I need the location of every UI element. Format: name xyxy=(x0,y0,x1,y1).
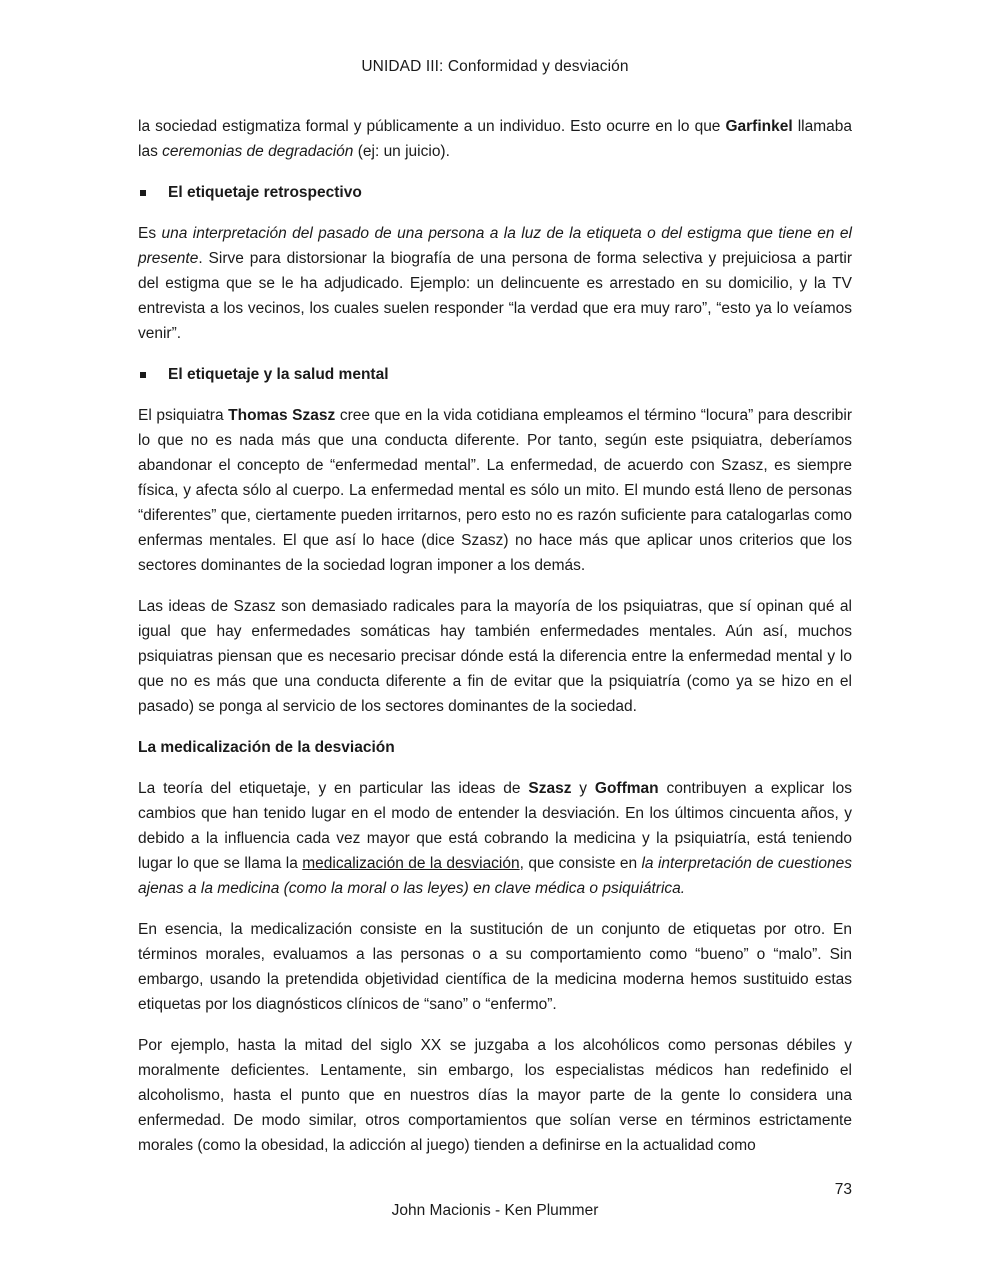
section-heading-retrospectivo: El etiquetaje retrospectivo xyxy=(138,180,852,205)
section-heading-salud-mental: El etiquetaje y la salud mental xyxy=(138,362,852,387)
term-medicalizacion: medicalización de la desviación xyxy=(302,855,520,872)
definition-medicalizacion: la interpretación de cuestiones ajenas a la medicina (como la moral o las leyes) en clave médica o psiquiátrica. xyxy=(138,855,852,897)
running-footer: John Macionis - Ken Plummer xyxy=(391,1202,599,1219)
square-bullet-icon xyxy=(140,372,146,378)
paragraph-ideas-szasz: Las ideas de Szasz son demasiado radicales para la mayoría de los psiquiatras, que sí opinan qué al igual que hay enfermedades somáticas hay también enfermedades mentales. Aún así, muchos psiquiatras piensan que es necesario precisar dónde está la diferencia entre la enfermedad mental y lo que no es más que una conducta diferente a fin de evitar que la psiquiatría (como ya se hizo en el pasado) se ponga al servicio de los sectores dominantes de la sociedad. xyxy=(138,598,852,715)
name-szasz: Szasz xyxy=(528,780,572,797)
paragraph-esencia: En esencia, la medicalización consiste en la sustitución de un conjunto de etiquetas por otro. En términos morales, evaluamos a las personas o a su comportamiento como “bueno” o “malo”. Sin embargo, usando la pretendida objetividad científica de la medicina moderna hemos sustituido estas etiquetas por los diagnósticos clínicos de “sano” o “enfermo”. xyxy=(138,921,852,1013)
paragraph-ejemplo: Por ejemplo, hasta la mitad del siglo XX se juzgaba a los alcohólicos como personas débiles y moralmente deficientes. Lentamente, sin embargo, los especialistas médicos han redefinido el alcoholismo, hasta el punto que en nuestros días la mayor parte de la gente lo considera una enfermedad. De modo similar, otros comportamientos que solían verse en términos estrictamente morales (como la obesidad, la adicción al juego) tienden a definirse en la actualidad como xyxy=(138,1037,852,1154)
definition-retrospectivo: una interpretación del pasado de una persona a la luz de la etiqueta o del estigma que tiene en el presente xyxy=(138,225,852,267)
paragraph-szasz: El psiquiatra Thomas Szasz cree que en la vida cotidiana empleamos el término “locura” para describir lo que no es nada más que una conducta diferente. Por tanto, según este psiquiatra, deberíamos abandonar el concepto de “enfermedad mental”. La enfermedad, de acuerdo con Szasz, es siempre física, y afecta sólo al cuerpo. La enfermedad mental es sólo un mito. El mundo está lleno de personas “diferentes” que, ciertamente pueden irritarnos, pero esto no es razón suficiente para catalogarlas como enfermas mentales. El que así lo hace (dice Szasz) no hace más que aplicar unos criterios que los sectores dominantes de la sociedad logran imponer a los demás. xyxy=(138,407,853,574)
paragraph-medicalizacion: La teoría del etiquetaje, y en particular las ideas de Szasz y Goffman contribuyen a explicar los cambios que han tenido lugar en el modo de entender la desviación. En los últimos cincuenta años, y debido a la influencia cada vez mayor que está cobrando la medicina y la psiquiatría, está teniendo lugar lo que se llama la medicalización de la desviación, que consiste en la interpretación de cuestiones ajenas a la medicina (como la moral o las leyes) en clave médica o psiquiátrica. xyxy=(138,780,852,897)
name-goffman: Goffman xyxy=(594,780,659,797)
paragraph-retrospectivo: Es una interpretación del pasado de una persona a la luz de la etiqueta o del estigma que tiene en el presente. Sirve para distorsionar la biografía de una persona de forma selectiva y prejuiciosa a partir del estigma que se le ha adjudicado. Ejemplo: un delincuente es arrestado en su domicilio, y la TV entrevista a los vecinos, los cuales suelen responder “la verdad que era muy raro”, “esto ya lo veíamos venir”. xyxy=(138,225,852,342)
page-number: 73 xyxy=(834,1181,852,1198)
page-body xyxy=(138,114,852,1174)
name-garfinkel: Garfinkel xyxy=(725,118,793,135)
section-heading-medicalizacion: La medicalización de la desviación xyxy=(138,739,395,756)
term-ceremonias: ceremonias de degradación xyxy=(162,143,354,160)
running-header: UNIDAD III: Conformidad y desviación xyxy=(361,58,629,75)
name-thomas-szasz: Thomas Szasz xyxy=(228,407,336,424)
paragraph-garfinkel: la sociedad estigmatiza formal y públicamente a un individuo. Esto ocurre en lo que Garfinkel llamaba las ceremonias de degradación (ej: un juicio). xyxy=(138,118,852,160)
square-bullet-icon xyxy=(140,190,146,196)
